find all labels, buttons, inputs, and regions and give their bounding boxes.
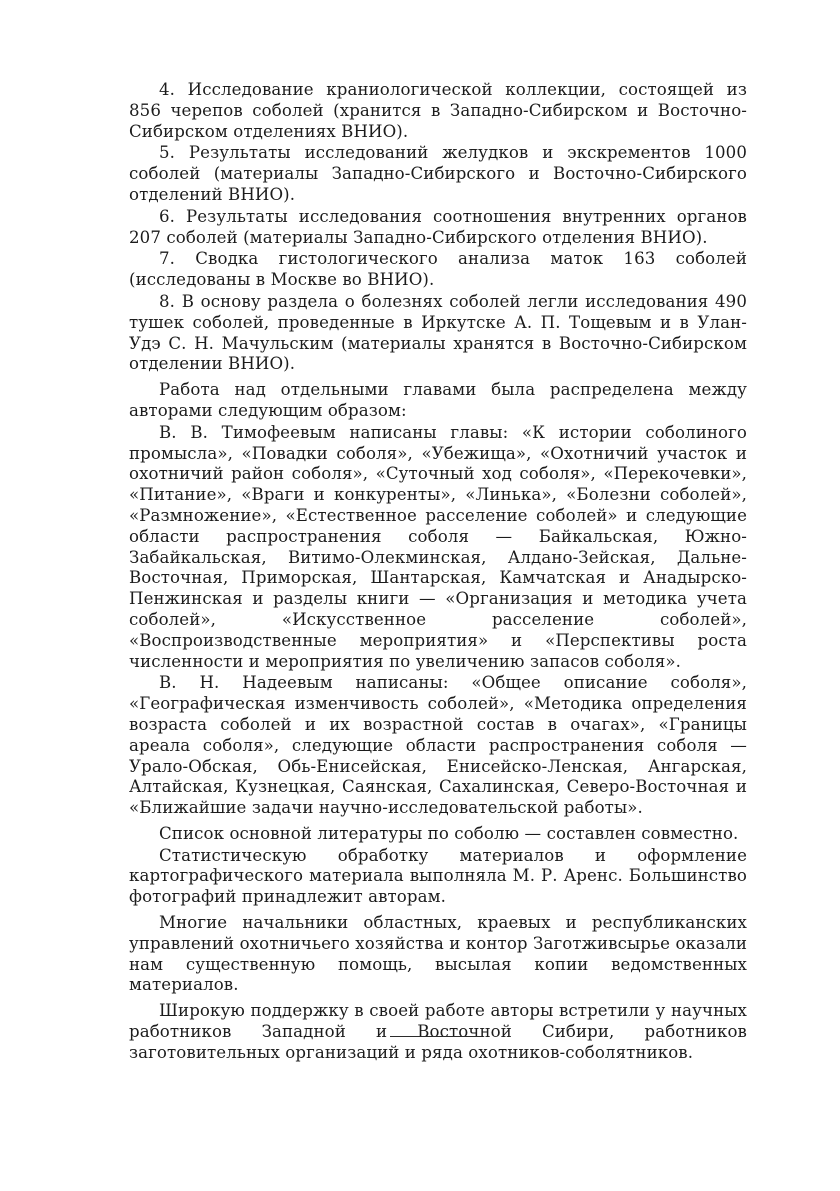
paragraph-item-7: 7. Сводка гистологического анализа маток 163 соболей (исследованы в Москве во ВНИО). (129, 249, 747, 290)
paragraph-item-6: 6. Результаты исследования соотношения внутренних органов 207 соболей (материалы Западно-Сибирского отделения ВНИО). (129, 206, 747, 247)
paragraph-nadeev-chapters: В. Н. Надеевым написаны: «Общее описание соболя», «Географическая изменчивость соболей», «Методика определения возраста соболей и их возрастной состав в очагах», «Границы ареала соболя», следующие области распространения соболя — Урало-Обская, Обь-Енисейская, Енисейско-Ленская, Ангарская, Алтайская, Кузнецкая, Саянская, Сахалинская, Северо-Восточная и «Ближайшие задачи научно-исследовательской работы». (129, 673, 747, 818)
section-end-divider (390, 1036, 482, 1037)
paragraph-support: Широкую поддержку в своей работе авторы встретили у научных работников Западной и Восточной Сибири, работников заготовительных организаций и ряда охотников-соболятников. (129, 1001, 747, 1062)
paragraph-statistics: Статистическую обработку материалов и оформление картографического материала выполняла М. Р. Аренс. Большинство фотографий принадлежит авторам. (129, 845, 747, 907)
body-text (129, 80, 747, 1065)
paragraph-item-8: 8. В основу раздела о болезнях соболей легли исследования 490 тушек соболей, проведенные в Иркутске А. П. Тощевым и в Улан-Удэ С. Н. Мачульским (материалы хранятся в Восточно-Сибирском отделении ВНИО). (129, 291, 747, 374)
paragraph-timofeev-chapters: В. В. Тимофеевым написаны главы: «К истории соболиного промысла», «Повадки соболя», «Убежища», «Охотничий участок и охотничий район соболя», «Суточный ход соболя», «Перекочевки», «Питание», «Враги и конкуренты», «Линька», «Болезни соболей», «Размножение», «Естественное расселение соболей» и следующие области распространения соболя — Байкальская, Южно-Забайкальская, Витимо-Олекминская, Алдано-Зейская, Дальне-Восточная, Приморская, Шантарская, Камчатская и Анадырско-Пенжинская и разделы книги — «Организация и методика учета соболей», «Искусственное расселение соболей», «Воспроизводственные мероприятия» и «Перспективы роста численности и мероприятия по увеличению запасов соболя». (129, 422, 747, 671)
paragraph-regional-help: Многие начальники областных, краевых и республиканских управлений охотничьего хозяйства и контор Заготживсырье оказали нам существенную помощь, высылая копии ведомственных материалов. (129, 913, 747, 995)
paragraph-literature: Список основной литературы по соболю — составлен совместно. (159, 823, 739, 843)
paragraph-item-5: 5. Результаты исследований желудков и экскрементов 1000 соболей (материалы Западно-Сибирского и Восточно-Сибирского отделений ВНИО). (129, 143, 747, 204)
paragraph-work-distribution: Работа над отдельными главами была распределена между авторами следующим образом: (129, 380, 747, 420)
paragraph-item-4: 4. Исследование краниологической коллекции, состоящей из 856 черепов соболей (хранится в Западно-Сибирском и Восточно-Сибирском отделениях ВНИО). (129, 80, 747, 141)
